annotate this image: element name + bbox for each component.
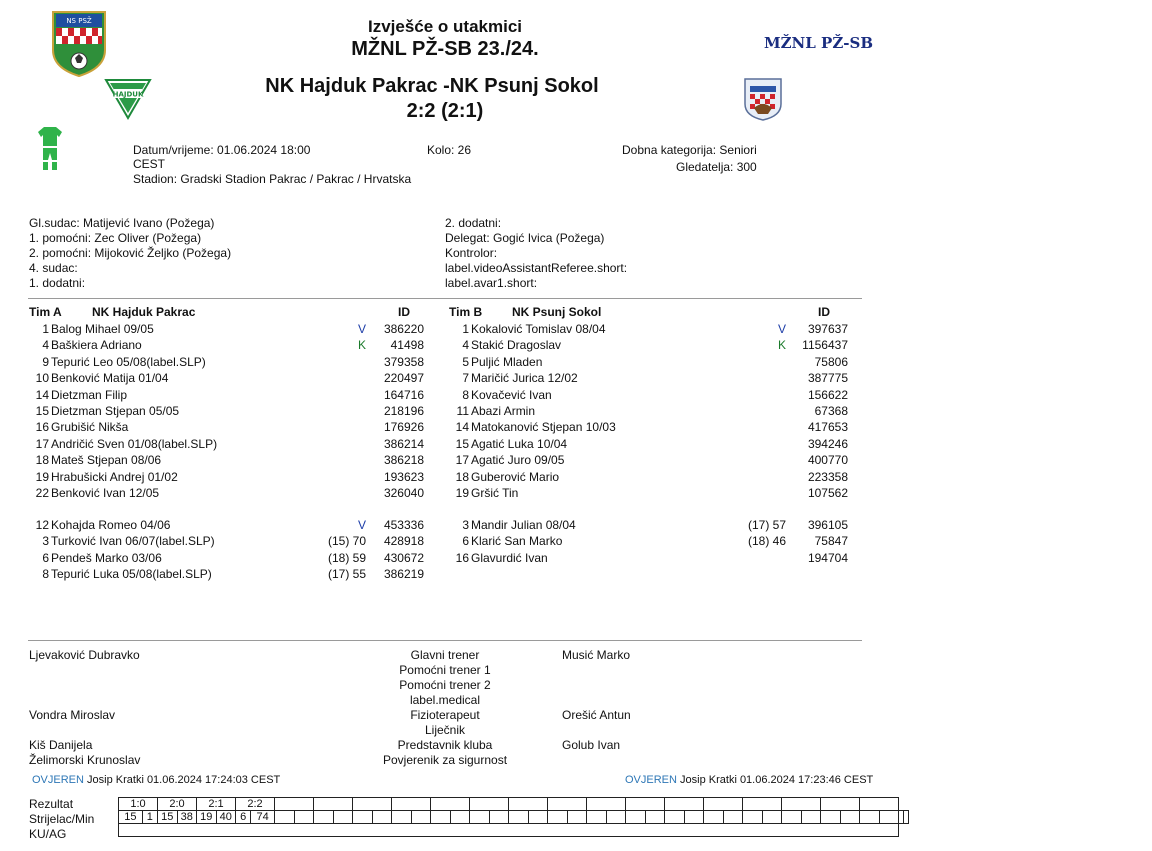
staff-roles [345, 648, 545, 768]
player-name: Dietzman Filip [51, 387, 128, 402]
player-name: Benković Ivan 12/05 [51, 486, 160, 500]
team-b-name: NK Psunj Sokol [512, 305, 602, 319]
player-id: 397637 [807, 322, 848, 336]
player-sub-info: (17) 57 [747, 518, 786, 532]
player-name: Maričić Jurica 12/02 [471, 371, 578, 386]
player-name: Matokanović Stjepan 10/03 [471, 420, 616, 435]
scorer-cell [333, 811, 353, 824]
official-line: Gl.sudac: Matijević Ivano (Požega) [29, 216, 215, 230]
scorer-minute: 74 [251, 811, 275, 824]
scorer-cell [587, 811, 607, 824]
player-name: Agatić Luka 10/04 [471, 436, 568, 451]
player-role-mark: V [358, 322, 367, 336]
verified-label: OVJEREN [32, 774, 84, 786]
report-title: Izvješće o utakmici [367, 17, 523, 36]
scorer-cell [294, 811, 314, 824]
player-name: Baškiera Adriano [51, 338, 142, 353]
player-number: 6 [462, 534, 469, 549]
player-name: Kovačević Ivan [471, 387, 552, 402]
player-number: 15 [455, 436, 469, 451]
score-cell [431, 798, 470, 811]
official-line: 1. pomoćni: Zec Oliver (Požega) [29, 231, 202, 245]
officials-right [445, 216, 627, 291]
staff-name: Ljevaković Dubravko [29, 648, 140, 662]
match-datetime: Datum/vrijeme: 01.06.2024 18:00 [133, 143, 311, 157]
player-number: 17 [35, 436, 49, 451]
player-id: 394246 [807, 436, 848, 451]
league-title: MŽNL PŽ-SB 23./24. [351, 38, 539, 60]
player-id: 326040 [383, 486, 424, 500]
staff-name [29, 678, 140, 693]
scorer-row [119, 811, 909, 824]
scorer-cell [743, 811, 763, 824]
player-id: 400770 [807, 453, 848, 468]
staff-name [562, 663, 631, 678]
player-number: 19 [35, 469, 49, 484]
player-sub-info: (18) 46 [747, 534, 786, 549]
verified-label: OVJEREN [625, 774, 677, 786]
player-number: 16 [35, 420, 49, 435]
player-id: 194704 [807, 550, 848, 565]
player-number: 14 [35, 387, 49, 402]
staff-role: Liječnik [424, 723, 466, 737]
scorer-cell [314, 811, 334, 824]
scorer-cell [509, 811, 529, 824]
player-name: Klarić San Marko [471, 534, 563, 549]
player-name: Grubišić Nikša [51, 420, 129, 435]
scorer-cell [392, 811, 412, 824]
team-a-logo [104, 78, 152, 123]
scorer-cell [821, 811, 841, 824]
player-id: 223358 [807, 469, 848, 484]
player-number: 15 [35, 404, 49, 418]
player-name: Agatić Juro 09/05 [471, 453, 565, 468]
staff-name [562, 753, 631, 768]
player-number: 18 [455, 469, 469, 484]
scorer-number: 19 [197, 811, 217, 824]
staff-name [29, 663, 140, 678]
player-number: 3 [42, 534, 49, 549]
staff-name: Golub Ivan [562, 738, 621, 752]
scorer-minute: 38 [177, 811, 197, 824]
player-id: 386214 [383, 436, 424, 451]
player-number: 12 [35, 518, 49, 532]
player-number: 19 [455, 486, 469, 500]
player-role-mark: V [358, 518, 367, 532]
player-number: 9 [42, 354, 49, 369]
result-row-label: Rezultat [29, 797, 74, 811]
staff-role: Pomoćni trener 2 [399, 678, 491, 692]
staff-name [562, 723, 631, 738]
score-cell [548, 798, 587, 811]
scorer-cell [860, 811, 880, 824]
team-a-id-header: ID [398, 305, 410, 319]
score-cell [392, 798, 431, 811]
match-round: Kolo: 26 [427, 143, 472, 157]
player-name: Balog Mihael 09/05 [51, 322, 154, 336]
league-logo [50, 8, 108, 81]
player-id: 75847 [814, 534, 848, 549]
player-name: Andričić Sven 01/08(label.SLP) [51, 436, 218, 451]
staff-name: Vondra Miroslav [29, 708, 116, 722]
player-id: 220497 [383, 371, 424, 386]
player-name: Kohajda Romeo 04/06 [51, 518, 171, 532]
player-role-mark: K [778, 338, 787, 353]
scorer-minute: 40 [216, 811, 236, 824]
player-id: 428918 [383, 534, 424, 549]
official-line: 4. sudac: [29, 261, 78, 275]
verification-left [32, 774, 280, 786]
staff-role: Predstavnik kluba [397, 738, 493, 752]
age-category: Dobna kategorija: Seniori [622, 143, 757, 157]
player-id: 387775 [807, 371, 848, 386]
player-id: 417653 [807, 420, 848, 435]
team-a-label: Tim A [29, 305, 62, 319]
player-id: 396105 [807, 518, 848, 532]
scorer-cell [411, 811, 431, 824]
scorer-cell [431, 811, 451, 824]
player-number: 7 [462, 371, 469, 386]
staff-role: Povjerenik za sigurnost [382, 753, 508, 767]
player-name: Tepurić Luka 05/08(label.SLP) [51, 567, 212, 582]
player-name: Abazi Armin [471, 404, 536, 418]
player-role-mark: K [358, 338, 367, 353]
official-line: label.avar1.short: [445, 276, 538, 290]
score-cell [704, 798, 743, 811]
match-stadium: Stadion: Gradski Stadion Pakrac / Pakrac / Hrvatska [133, 172, 412, 186]
score-row [119, 798, 909, 811]
player-name: Pendeš Marko 03/06 [51, 550, 162, 565]
scorer-cell [470, 811, 490, 824]
score-cell [275, 798, 314, 811]
official-line: Delegat: Gogić Ivica (Požega) [445, 231, 605, 245]
score-cell [821, 798, 860, 811]
score-cell [782, 798, 821, 811]
verified-by: Josip Kratki 01.06.2024 17:23:46 CEST [680, 774, 874, 786]
player-name: Kokalović Tomislav 08/04 [471, 322, 606, 336]
player-name: Dietzman Stjepan 05/05 [51, 404, 180, 418]
result-table [118, 797, 909, 837]
staff-name: Kiš Danijela [29, 738, 93, 752]
player-number: 1 [462, 322, 469, 336]
scorer-cell [645, 811, 665, 824]
official-line: 1. dodatni: [29, 276, 86, 290]
player-name: Glavurdić Ivan [471, 550, 548, 565]
staff-role: Fizioterapeut [410, 708, 480, 722]
verified-by: Josip Kratki 01.06.2024 17:24:03 CEST [87, 774, 281, 786]
player-name: Gršić Tin [471, 486, 519, 500]
player-id: 386219 [383, 567, 424, 582]
staff-name [29, 693, 140, 708]
player-id: 386220 [383, 322, 424, 336]
player-name: Benković Matija 01/04 [51, 371, 169, 386]
staff-name [562, 693, 631, 708]
score-cell [470, 798, 509, 811]
team-b-id-header: ID [818, 305, 830, 319]
player-number: 14 [455, 420, 469, 435]
player-role-mark: V [778, 322, 787, 336]
scorer-row-label: Strijelac/Min [29, 812, 95, 826]
scorer-number: 15 [158, 811, 178, 824]
staff-right [562, 648, 631, 768]
score-cell [353, 798, 392, 811]
score-cell [587, 798, 626, 811]
scorer-cell [626, 811, 646, 824]
player-number: 22 [35, 486, 49, 500]
scorer-cell [567, 811, 587, 824]
player-sub-info: (18) 59 [327, 550, 366, 565]
scorer-cell [684, 811, 704, 824]
divider [28, 298, 862, 299]
score-cell: 1:0 [119, 798, 158, 811]
scorer-cell [840, 811, 860, 824]
staff-name: Orešić Antun [562, 708, 631, 722]
player-number: 1 [42, 322, 49, 336]
scorer-cell [548, 811, 568, 824]
player-id: 176926 [383, 420, 424, 435]
staff-name [29, 723, 140, 738]
scorer-cell [704, 811, 724, 824]
scorer-cell [782, 811, 802, 824]
player-number: 10 [35, 371, 49, 386]
scorer-cell [762, 811, 782, 824]
team-b-logo [742, 76, 784, 125]
score-cell [860, 798, 899, 811]
player-number: 6 [42, 550, 49, 565]
scorer-number: 6 [236, 811, 251, 824]
player-id: 164716 [383, 387, 424, 402]
score-cell [509, 798, 548, 811]
player-name: Mateš Stjepan 08/06 [51, 453, 162, 468]
ku-cell [119, 824, 899, 837]
svg-text:NS PSŽ: NS PSŽ [66, 17, 92, 25]
scorer-minute: 1 [142, 811, 157, 824]
official-line: 2. dodatni: [445, 216, 502, 230]
player-name: Puljić Mladen [471, 354, 543, 369]
staff-role: label.medical [409, 693, 481, 707]
team-a-name: NK Hajduk Pakrac [92, 305, 196, 319]
player-id: 430672 [383, 550, 424, 565]
official-line: 2. pomoćni: Mijoković Željko (Požega) [29, 246, 232, 260]
player-number: 8 [42, 567, 49, 582]
official-line: label.videoAssistantReferee.short: [445, 261, 628, 275]
scorer-cell [450, 811, 470, 824]
ku-row-label: KU/AG [29, 827, 67, 841]
score-cell [665, 798, 704, 811]
spectators: Gledatelja: 300 [676, 160, 757, 174]
score-cell [314, 798, 353, 811]
svg-text:HAJDUK: HAJDUK [112, 90, 144, 99]
player-number: 17 [455, 453, 469, 468]
brand-label: MŽNL PŽ-SB [764, 34, 873, 52]
verification-right [625, 774, 873, 786]
player-id: 453336 [383, 518, 424, 532]
player-id: 379358 [383, 354, 424, 369]
scorer-cell [904, 811, 909, 824]
scorer-cell [489, 811, 509, 824]
scorer-cell [723, 811, 743, 824]
staff-role: Pomoćni trener 1 [399, 663, 491, 677]
match-timezone: CEST [133, 157, 166, 171]
player-id: 41498 [390, 338, 424, 353]
player-id: 156622 [807, 387, 848, 402]
player-name: Turković Ivan 06/07(label.SLP) [51, 534, 215, 549]
scorer-cell [606, 811, 626, 824]
player-id: 67368 [814, 404, 848, 418]
scorer-number: 15 [119, 811, 143, 824]
player-id: 193623 [383, 469, 424, 484]
scorer-cell [879, 811, 899, 824]
scorer-cell [665, 811, 685, 824]
score-cell [743, 798, 782, 811]
score-cell: 2:2 [236, 798, 275, 811]
player-id: 75806 [814, 354, 848, 369]
officials-left [29, 216, 231, 291]
official-line: Kontrolor: [445, 246, 498, 260]
score-cell: 2:0 [158, 798, 197, 811]
scorer-cell [801, 811, 821, 824]
player-id: 1156437 [802, 338, 848, 353]
staff-role: Glavni trener [410, 648, 480, 662]
player-sub-info: (17) 55 [327, 567, 366, 582]
scorer-cell [528, 811, 548, 824]
score-cell: 2:1 [197, 798, 236, 811]
player-name: Mandir Julian 08/04 [471, 518, 576, 532]
divider [28, 640, 862, 641]
player-name: Stakić Dragoslav [471, 338, 562, 353]
match-score: 2:2 (2:1) [406, 100, 484, 122]
player-id: 386218 [383, 453, 424, 468]
player-name: Tepurić Leo 05/08(label.SLP) [51, 354, 206, 369]
scorer-cell [372, 811, 392, 824]
kit-icon [37, 126, 63, 175]
player-number: 18 [35, 453, 49, 468]
staff-name: Musić Marko [562, 648, 631, 662]
staff-name: Želimorski Krunoslav [29, 753, 141, 767]
staff-left [29, 648, 140, 768]
player-name: Hrabušicki Andrej 01/02 [51, 469, 178, 484]
player-number: 4 [42, 338, 49, 353]
player-id: 218196 [383, 404, 424, 418]
player-number: 3 [462, 518, 469, 532]
player-number: 11 [456, 404, 469, 418]
team-b-label: Tim B [449, 305, 483, 319]
ku-row [119, 824, 909, 837]
player-id: 107562 [807, 486, 848, 500]
scorer-cell [275, 811, 295, 824]
score-cell [626, 798, 665, 811]
player-number: 8 [462, 387, 469, 402]
player-sub-info: (15) 70 [327, 534, 366, 549]
scorer-cell [353, 811, 373, 824]
player-number: 4 [462, 338, 469, 353]
staff-name [562, 678, 631, 693]
match-title: NK Hajduk Pakrac -NK Psunj Sokol [265, 75, 599, 97]
player-name: Guberović Mario [471, 469, 560, 484]
player-number: 5 [462, 354, 469, 369]
player-number: 16 [455, 550, 469, 565]
